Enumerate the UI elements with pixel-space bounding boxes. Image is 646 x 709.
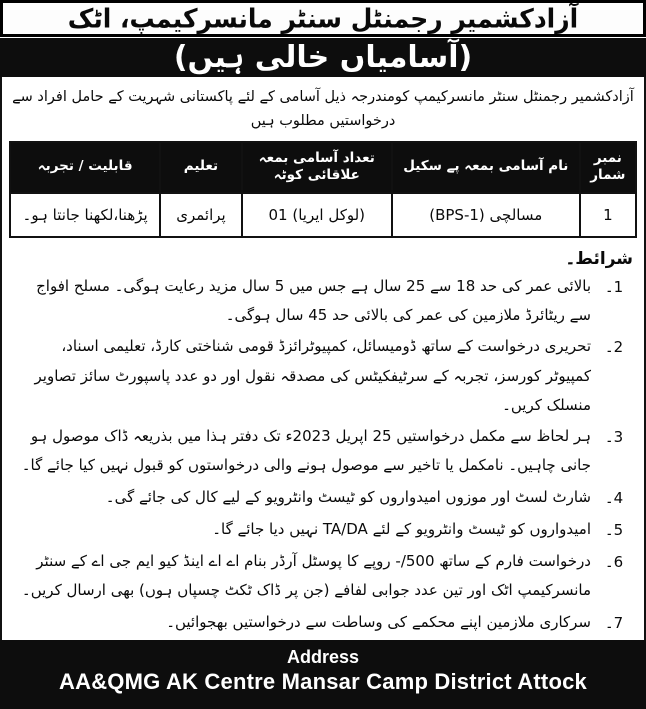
header-serial-number: نمبر شمار xyxy=(580,142,636,193)
cell-education: پرائمری xyxy=(160,193,241,237)
cell-post-name: مسالچی (BPS-1) xyxy=(392,193,580,237)
condition-text: تحریری درخواست کے ساتھ ڈومیسائل، کمپیوٹرائزڈ قومی شناختی کارڈ، تعلیمی اسناد، کمپیوٹر کورسز، تجربہ کے سرٹیفکیٹس کی مصدقہ نقول اور دو عدد پاسپورٹ سائز تصاویر منسلک کریں۔ xyxy=(34,337,591,414)
condition-item xyxy=(9,547,637,606)
condition-text: ہر لحاظ سے مکمل درخواستیں 25 اپریل 2023ء تک دفتر ہذا میں بذریعہ ڈاک موصول ہو جانی چاہیں۔ نامکمل یا تاخیر سے موصول ہونے والی درخواستوں کو قبول نہیں کیا جائے گا۔ xyxy=(21,427,591,475)
table-row xyxy=(10,193,636,237)
header-qualification-experience: قابلیت / تجربہ xyxy=(10,142,160,193)
conditions-heading: شرائط۔ xyxy=(565,248,633,269)
intro-text: آزادکشمیر رجمنٹل سنٹر مانسرکیمپ کومندرجہ ذیل آسامی کے لئے پاکستانی شہریت کے حامل افراد سے درخواستیں مطلوب ہیں xyxy=(12,88,634,129)
header-post-count-quota: تعداد آسامی بمعہ علاقائی کوٹہ xyxy=(242,142,392,193)
condition-number: 4۔ xyxy=(604,488,624,507)
condition-item xyxy=(9,483,637,513)
org-title-box xyxy=(0,0,646,37)
condition-text: شارٹ لسٹ اور موزوں امیدواروں کو ٹیسٹ وانٹرویو کے لیے کال کی جائے گی۔ xyxy=(105,487,591,506)
cell-post-count: 01 (لوکل ایریا) xyxy=(242,193,392,237)
vacancy-banner-title: (آسامیاں خالی ہیں) xyxy=(173,39,473,75)
condition-item xyxy=(9,422,637,481)
vacancy-table xyxy=(9,141,637,238)
condition-text: امیدواروں کو ٹیسٹ وانٹرویو کے لئے TA/DA نہیں دیا جائے گا۔ xyxy=(212,519,591,538)
main-body xyxy=(0,77,646,640)
condition-text: سرکاری ملازمین اپنے محکمے کی وساطت سے درخواستیں بھجوائیں۔ xyxy=(166,612,591,631)
condition-item xyxy=(9,608,637,638)
condition-number: 5۔ xyxy=(604,520,624,539)
cell-serial-number: 1 xyxy=(580,193,636,237)
condition-item xyxy=(9,272,637,331)
cell-qualification: پڑھنا،لکھنا جانتا ہو۔ xyxy=(10,193,160,237)
condition-number: 3۔ xyxy=(604,428,624,447)
org-title: آزادکشمیر رجمنٹل سنٹر مانسرکیمپ، اٹک xyxy=(67,3,579,34)
address-bar xyxy=(0,640,646,709)
vacancy-banner xyxy=(0,38,646,77)
header-post-name-pay-scale: نام آسامی بمعہ پے سکیل xyxy=(392,142,580,193)
condition-number: 1۔ xyxy=(604,277,624,296)
condition-number: 7۔ xyxy=(604,613,624,632)
vacancy-table-body xyxy=(10,193,636,237)
condition-item xyxy=(9,332,637,420)
condition-number: 2۔ xyxy=(604,338,624,357)
condition-item xyxy=(9,515,637,545)
address-text: AA&QMG AK Centre Mansar Camp District Attock xyxy=(59,669,587,695)
table-header-row xyxy=(10,142,636,193)
condition-text: بالائی عمر کی حد 18 سے 25 سال ہے جس میں 5 سال مزید رعایت ہوگی۔ مسلح افواج سے ریٹائرڈ ملازمین کی عمر کی بالائی حد 45 سال ہوگی۔ xyxy=(36,276,591,325)
vacancy-table-header xyxy=(10,142,636,193)
condition-text: درخواست فارم کے ساتھ 500/- روپے کا پوسٹل آرڈر بنام اے اے اینڈ کیو ایم جی اے کے سنٹر مانسرکیمپ اٹک اور تین عدد جوابی لفافے (جن پر ڈاک ٹکٹ چسپاں ہوں) بھی ارسال کریں۔ xyxy=(21,552,591,600)
conditions-section xyxy=(9,246,637,640)
address-label: Address xyxy=(286,646,360,667)
header-education: تعلیم xyxy=(160,142,241,193)
condition-number: 6۔ xyxy=(604,553,624,572)
